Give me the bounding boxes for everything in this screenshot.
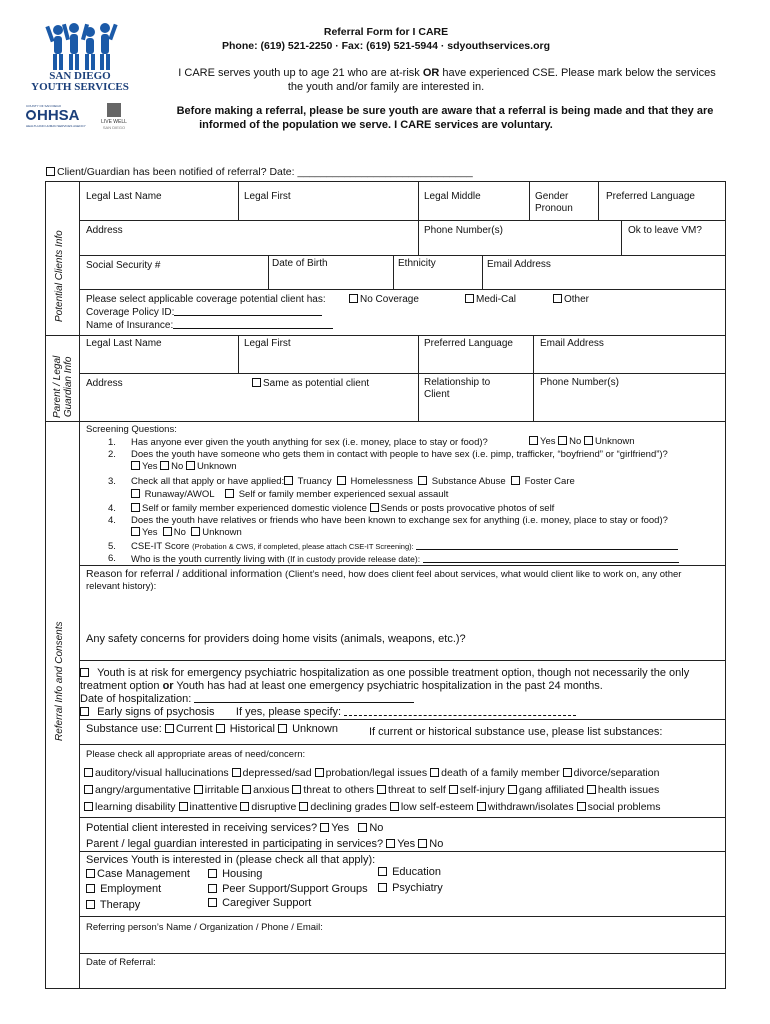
guardian-address-field[interactable]: Address [86, 378, 123, 389]
psych-risk-checkbox[interactable] [80, 668, 89, 677]
screening-q1: 1. Has anyone ever given the youth anything for sex (i.e. money, place to stay or food)? [108, 437, 488, 448]
peer-support-checkbox[interactable] [208, 884, 217, 893]
need-option[interactable]: auditory/visual hallucinations [84, 767, 229, 779]
need-option[interactable]: self-injury [449, 784, 505, 796]
section-label-clients: Potential Clients Info [54, 230, 65, 322]
screening-q4a[interactable]: 4. Self or family member experienced domestic violence Sends or posts provocative photos of self [108, 503, 555, 514]
q4-no-checkbox[interactable] [163, 527, 172, 536]
reason-field[interactable]: Reason for referral / additional information (Client’s need, how does client feel about services, what would client like to work on, any other [86, 568, 682, 580]
service-case-management[interactable]: Case Management [86, 868, 190, 880]
medi-cal-checkbox[interactable] [465, 294, 474, 303]
needs-title: Please check all appropriate areas of need/concern: [86, 749, 306, 760]
psych-risk-line2: treatment option or Youth has had at least one emergency psychiatric hospitalization in the past 24 months. [80, 680, 603, 692]
need-checkbox[interactable] [449, 785, 458, 794]
need-checkbox[interactable] [430, 768, 439, 777]
need-option[interactable]: social problems [577, 801, 661, 813]
need-option[interactable]: withdrawn/isolates [477, 801, 574, 813]
need-checkbox[interactable] [242, 785, 251, 794]
client-email-field[interactable]: Email Address [487, 259, 551, 270]
q2-unknown-checkbox[interactable] [186, 461, 195, 470]
need-option[interactable]: irritable [194, 784, 239, 796]
need-checkbox[interactable] [240, 802, 249, 811]
need-option[interactable]: inattentive [179, 801, 238, 813]
client-dob-field[interactable]: Date of Birth [272, 258, 328, 269]
other-coverage-checkbox[interactable] [553, 294, 562, 303]
guardian-email-field[interactable]: Email Address [540, 338, 604, 349]
foster-care-checkbox[interactable] [511, 476, 520, 485]
hhsa-sub-text: HEALTH AND HUMAN SERVICES AGENCY [26, 124, 86, 128]
screening-q4: 4. Does the youth have relatives or friends who have been known to exchange sex for anything (i.e. money, place to stay or food)? [108, 515, 668, 526]
guardian-last-name-field[interactable]: Legal Last Name [86, 338, 162, 349]
need-option[interactable]: declining grades [299, 801, 386, 813]
contact-line: Phone: (619) 521-2250 · Fax: (619) 521-5944 · sdyouthservices.org [222, 40, 550, 52]
screening-q2: 2. Does the youth have someone who gets them in contact with people to have sex (i.e. pimp, trafficker, “boyfriend” or “girlfriend”)? [108, 449, 668, 460]
guardian-first-name-field[interactable]: Legal First [244, 338, 291, 349]
parent-interest-field[interactable]: Parent / legal guardian interested in participating in services? Yes No [86, 838, 444, 850]
hhsa-text: HHSA [26, 108, 92, 124]
service-peer-support[interactable]: Peer Support/Support Groups [208, 883, 368, 895]
notified-checkbox[interactable] [46, 167, 55, 176]
client-phone-field[interactable]: Phone Number(s) [424, 225, 503, 236]
service-caregiver-support[interactable]: Caregiver Support [208, 897, 311, 909]
therapy-checkbox[interactable] [86, 900, 95, 909]
needs-row-3[interactable] [84, 801, 664, 813]
hhsa-logo [26, 104, 92, 134]
substance-current-checkbox[interactable] [165, 724, 174, 733]
screening-title: Screening Questions: [86, 424, 177, 435]
same-as-client-option[interactable]: Same as potential client [252, 378, 369, 390]
client-ssn-field[interactable]: Social Security # [86, 260, 161, 271]
q4-answers[interactable]: Yes No Unknown [131, 527, 242, 539]
need-checkbox[interactable] [477, 802, 486, 811]
referrer-field[interactable]: Referring person’s Name / Organization / Phone / Email: [86, 922, 323, 933]
need-checkbox[interactable] [315, 768, 324, 777]
parent-interest-yes-checkbox[interactable] [386, 839, 395, 848]
need-checkbox[interactable] [232, 768, 241, 777]
client-interest-no-checkbox[interactable] [358, 823, 367, 832]
guardian-phone-field[interactable]: Phone Number(s) [540, 377, 619, 388]
q1-no-checkbox[interactable] [558, 436, 567, 445]
livewell-logo: LIVE WELL SAN DIEGO [96, 103, 132, 135]
section-label-referral: Referral Info and Consents [54, 621, 65, 741]
early-psychosis-checkbox[interactable] [80, 707, 89, 716]
safety-field[interactable]: Any safety concerns for providers doing home visits (animals, weapons, etc.)? [86, 633, 466, 645]
substance-historical-checkbox[interactable] [216, 724, 225, 733]
substance-use-field[interactable]: Substance use: Current Historical Unknown [86, 723, 338, 735]
client-first-name-field[interactable]: Legal First [244, 191, 291, 202]
service-therapy[interactable]: Therapy [86, 899, 140, 911]
substance-abuse-checkbox[interactable] [418, 476, 427, 485]
need-checkbox[interactable] [299, 802, 308, 811]
q1-unknown-checkbox[interactable] [584, 436, 593, 445]
need-checkbox[interactable] [508, 785, 517, 794]
form-title: Referral Form for I CARE [323, 26, 449, 38]
sdys-logo [28, 22, 132, 94]
q4-unknown-checkbox[interactable] [191, 527, 200, 536]
screening-q6[interactable]: 6. Who is the youth currently living with (If in custody provide release date): [108, 553, 116, 565]
service-employment[interactable]: Employment [86, 883, 161, 895]
psychiatry-checkbox[interactable] [378, 883, 387, 892]
guardian-language-field[interactable]: Preferred Language [424, 338, 513, 349]
housing-checkbox[interactable] [208, 869, 217, 878]
employment-checkbox[interactable] [86, 884, 95, 893]
relationship-field[interactable]: Relationship to Client [424, 377, 491, 400]
section-label-parent: Parent / Legal Guardian Info [52, 355, 74, 418]
need-option[interactable]: health issues [587, 784, 659, 796]
domestic-violence-checkbox[interactable] [131, 503, 140, 512]
runaway-checkbox[interactable] [131, 489, 140, 498]
psych-risk-option[interactable]: Youth is at risk for emergency psychiatric hospitalization as one possible treatment option, though not necessarily the only [80, 667, 689, 679]
parent-interest-no-checkbox[interactable] [418, 839, 427, 848]
livewell-icon [107, 103, 121, 117]
screening-q3-row2[interactable]: Runaway/AWOL Self or family member experienced sexual assault [131, 489, 448, 501]
insurance-name-field[interactable]: Name of Insurance: [86, 320, 333, 332]
need-option[interactable]: learning disability [84, 801, 176, 813]
client-language-field[interactable]: Preferred Language [606, 191, 695, 202]
q1-answers[interactable]: Yes No Unknown [529, 436, 635, 448]
service-psychiatry[interactable]: Psychiatry [378, 882, 443, 894]
service-housing[interactable]: Housing [208, 868, 262, 880]
need-checkbox[interactable] [390, 802, 399, 811]
need-checkbox[interactable] [84, 768, 93, 777]
screening-q5[interactable]: 5. CSE-IT Score (Probation & CWS, if completed, please attach CSE-IT Screening): [108, 541, 116, 553]
need-option[interactable]: death of a family member [430, 767, 559, 779]
need-option[interactable]: divorce/separation [563, 767, 660, 779]
need-checkbox[interactable] [84, 785, 93, 794]
notice-text-2: informed of the population we serve. I CARE services are voluntary. [199, 119, 553, 131]
needs-row-2[interactable] [84, 784, 662, 796]
need-option[interactable]: threat to self [377, 784, 446, 796]
q2-no-checkbox[interactable] [160, 461, 169, 470]
policy-id-field[interactable]: Coverage Policy ID: [86, 307, 322, 319]
need-checkbox[interactable] [194, 785, 203, 794]
need-option[interactable]: anxious [242, 784, 289, 796]
need-checkbox[interactable] [84, 802, 93, 811]
needs-row-1[interactable] [84, 767, 662, 779]
need-checkbox[interactable] [563, 768, 572, 777]
need-option[interactable]: low self-esteem [390, 801, 474, 813]
screening-q3[interactable]: 3. Check all that apply or have applied: Truancy Homelessness Substance Abuse Foster Care [108, 476, 575, 487]
notice-text: Before making a referral, please be sure youth are aware that a referral is being made and that they are [176, 105, 714, 117]
need-option[interactable]: depressed/sad [232, 767, 312, 779]
client-address-field[interactable]: Address [86, 225, 123, 236]
referral-date-field[interactable]: Date of Referral: [86, 957, 156, 968]
services-title: Services Youth is interested in (please check all that apply): [86, 854, 376, 866]
need-checkbox[interactable] [587, 785, 596, 794]
need-option[interactable]: gang affiliated [508, 784, 584, 796]
seal-icon [26, 110, 36, 120]
substance-unknown-checkbox[interactable] [278, 724, 287, 733]
q2-answers[interactable]: Yes No Unknown [131, 461, 237, 473]
org-name-line2: YOUTH SERVICES [31, 81, 129, 93]
people-logo-icon [28, 22, 132, 72]
need-option[interactable]: threat to others [292, 784, 374, 796]
need-checkbox[interactable] [179, 802, 188, 811]
sexual-assault-checkbox[interactable] [225, 489, 234, 498]
need-checkbox[interactable] [377, 785, 386, 794]
hhsa-small-text: COUNTY OF SAN DIEGO [26, 104, 62, 108]
client-vm-field[interactable]: Ok to leave VM? [628, 225, 702, 236]
provocative-photos-checkbox[interactable] [370, 503, 379, 512]
client-gender-field[interactable]: Gender Pronoun [535, 191, 573, 214]
early-psychosis-field[interactable]: Early signs of psychosis If yes, please specify: [80, 706, 576, 718]
service-education[interactable]: Education [378, 866, 441, 878]
q4-yes-checkbox[interactable] [131, 527, 140, 536]
reason-field-2: relevant history): [86, 581, 157, 592]
homelessness-checkbox[interactable] [337, 476, 346, 485]
need-option[interactable]: disruptive [240, 801, 296, 813]
client-ethnicity-field[interactable]: Ethnicity [398, 258, 436, 269]
truancy-checkbox[interactable] [284, 476, 293, 485]
education-checkbox[interactable] [378, 867, 387, 876]
need-option[interactable]: angry/argumentative [84, 784, 191, 796]
need-checkbox[interactable] [577, 802, 586, 811]
need-option[interactable]: probation/legal issues [315, 767, 428, 779]
q2-yes-checkbox[interactable] [131, 461, 140, 470]
client-middle-name-field[interactable]: Legal Middle [424, 191, 481, 202]
client-last-name-field[interactable]: Legal Last Name [86, 191, 162, 202]
client-interest-yes-checkbox[interactable] [320, 823, 329, 832]
medi-cal-option[interactable]: Medi-Cal [465, 294, 516, 306]
notified-field[interactable]: Client/Guardian has been notified of referral? Date: ______________________________ [46, 166, 473, 178]
coverage-label: Please select applicable coverage potential client has: [86, 294, 326, 305]
client-interest-field[interactable]: Potential client interested in receiving services? Yes No [86, 822, 384, 834]
other-coverage-option[interactable]: Other [553, 294, 589, 306]
no-coverage-option[interactable]: No Coverage [349, 294, 419, 306]
hospitalization-date-field[interactable]: Date of hospitalization: [80, 693, 414, 705]
org-name-line1: SAN DIEGO [49, 70, 111, 82]
q1-yes-checkbox[interactable] [529, 436, 538, 445]
case-management-checkbox[interactable] [86, 869, 95, 878]
intro-text: I CARE serves youth up to age 21 who are at-risk OR have experienced CSE. Please mark below the services [178, 67, 716, 79]
same-as-client-checkbox[interactable] [252, 378, 261, 387]
caregiver-support-checkbox[interactable] [208, 898, 217, 907]
no-coverage-checkbox[interactable] [349, 294, 358, 303]
need-checkbox[interactable] [292, 785, 301, 794]
intro-text-2: the youth and/or family are interested in. [287, 81, 485, 93]
substance-list-field[interactable]: If current or historical substance use, please list substances: [369, 726, 663, 738]
